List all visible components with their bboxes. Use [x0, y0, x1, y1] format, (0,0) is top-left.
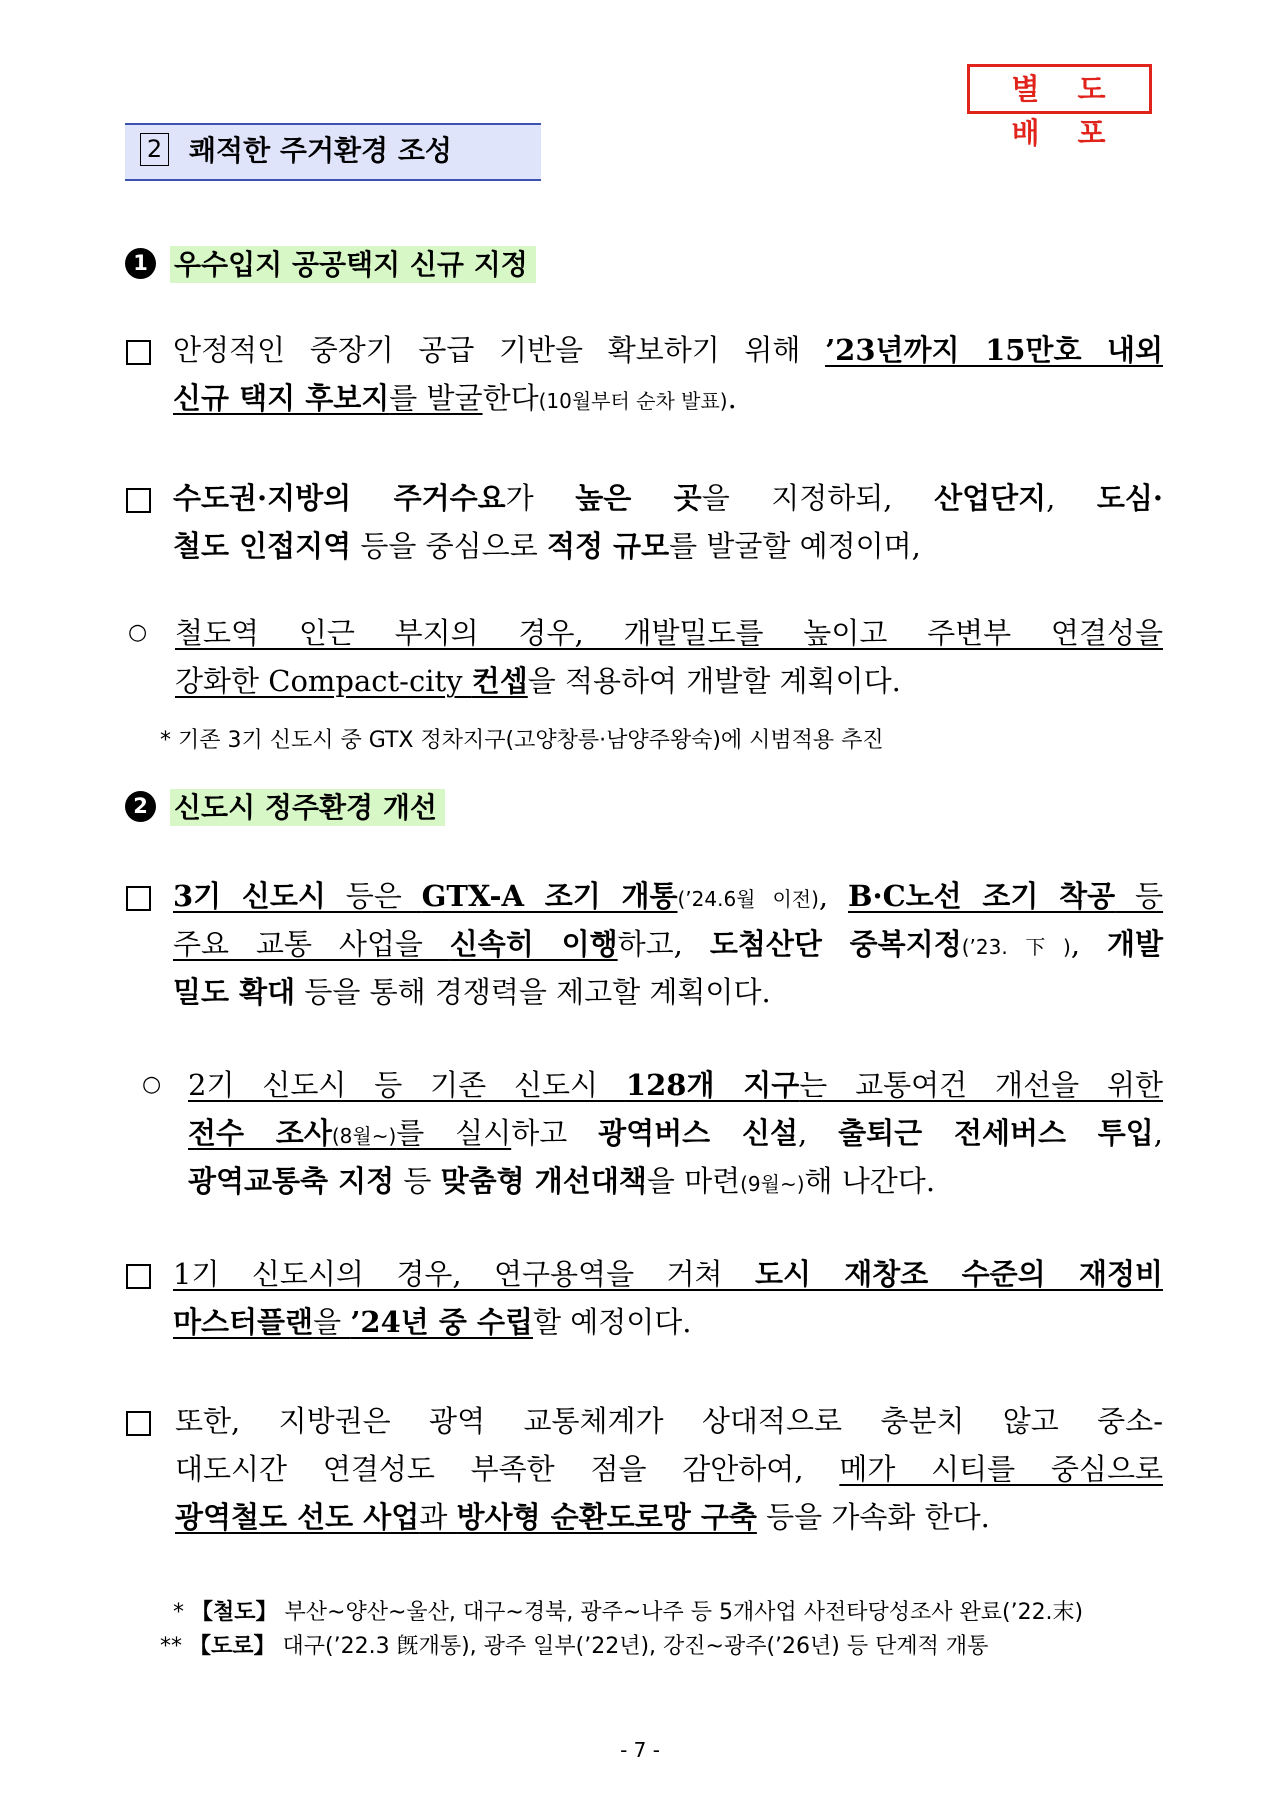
text: 또한, 지방권은 광역 교통체계가 상대적으로 충분치 않고 중소-	[175, 1404, 1163, 1438]
paragraph-4-line-3	[173, 968, 1163, 1016]
text: 을 마련	[646, 1164, 741, 1198]
paragraph-6-line-2	[173, 1298, 1163, 1346]
text-underlined: GTX-A 조기 개통	[421, 879, 678, 913]
text-underlined: 를 실시	[396, 1116, 512, 1150]
circle-bullet: ○	[128, 620, 148, 645]
text-underlined: 등	[1115, 879, 1164, 913]
text-bold: 적정 규모	[546, 529, 670, 563]
text-underlined: 마스터플랜	[173, 1305, 314, 1339]
text-bold: 철도 인접지역	[173, 529, 352, 563]
heading-1	[125, 245, 536, 285]
note-tag: 【철도】	[191, 1600, 278, 1625]
text-underlined: 광역철도 선도 사업	[175, 1500, 420, 1534]
text-underlined: 주요 교통 사업을	[173, 927, 450, 961]
text-bold: 높은 곳	[575, 481, 702, 515]
text-bold: 광역교통축 지정	[188, 1164, 395, 1198]
section-title: 쾌적한 주거환경 조성	[189, 134, 452, 167]
text: 안정적인 중장기 공급 기반을 확보하기 위해	[173, 333, 826, 367]
text: .	[727, 381, 737, 415]
text-underlined: 3기 신도시	[173, 879, 326, 913]
text: 등을 중심으로	[351, 529, 547, 563]
note-text: 부산~양산~울산, 대구~경북, 광주~나주 등 5개사업 사전타당성조사 완료(’22.末)	[277, 1600, 1084, 1625]
text: 등	[394, 1164, 441, 1198]
paragraph-3-line-2	[175, 657, 1163, 705]
heading-1-marker: 1	[125, 248, 156, 279]
note-marker: **	[160, 1634, 189, 1659]
text-underlined: 발굴	[426, 381, 483, 415]
text-bold: 산업단지	[934, 481, 1047, 515]
text-underlined: 컨셉	[471, 664, 528, 698]
text-underlined: 메가 시티를 중심으로	[839, 1452, 1163, 1486]
text-underlined: 방사형 순환도로망 구축	[456, 1500, 757, 1534]
paragraph-7-line-1	[175, 1397, 1163, 1445]
paragraph-5-line-2	[188, 1109, 1163, 1157]
paragraph-7-line-2	[175, 1445, 1163, 1493]
paragraph-3	[175, 609, 1163, 705]
text-underlined: 도시 재창조 수준의 재정비	[754, 1257, 1163, 1291]
heading-2-title: 신도시 정주환경 개선	[170, 789, 445, 826]
paragraph-6-line-1	[173, 1250, 1163, 1298]
text-bold: 출퇴근 전세버스 투입	[838, 1116, 1154, 1150]
paragraph-7-line-3	[175, 1493, 1163, 1541]
text: 하고	[511, 1116, 599, 1150]
text: ,	[1153, 1116, 1164, 1150]
text-underlined: 강화한 Compact-city	[175, 664, 472, 698]
paragraph-1-line-2	[173, 374, 1163, 422]
text: 등을 가속화 한다.	[756, 1500, 990, 1534]
circle-bullet: ○	[142, 1072, 162, 1097]
paragraph-6	[173, 1250, 1163, 1346]
checkbox-bullet	[126, 340, 151, 365]
section-number: 2	[140, 133, 169, 166]
paragraph-5	[188, 1061, 1163, 1205]
text: ,	[1070, 927, 1107, 961]
text: 등을 통해 경쟁력을 제고할 계획이다.	[295, 975, 771, 1009]
note-1: * 기존 3기 신도시 중 GTX 정차지구(고양창릉·남양주왕숙)에 시범적용 추진	[160, 728, 884, 753]
text: 을 적용하여 개발할 계획이다.	[527, 664, 901, 698]
paragraph-2-line-1	[173, 474, 1163, 522]
paragraph-4-line-1	[173, 872, 1163, 920]
text-underlined: ’23년까지 15만호 내외	[825, 333, 1163, 367]
note-2	[173, 1596, 1083, 1630]
text-small: (’24.6월 이전)	[677, 887, 819, 911]
note-3	[160, 1630, 988, 1664]
text: 한다	[482, 381, 539, 415]
text-underlined: 신규 택지 후보지	[173, 381, 390, 415]
text: 해 나간다.	[804, 1164, 936, 1198]
paragraph-5-line-1	[188, 1061, 1163, 1109]
paragraph-4-line-2	[173, 920, 1163, 968]
distribution-stamp: 별 도 배 포	[967, 64, 1152, 114]
section-header	[125, 123, 541, 181]
heading-2	[125, 788, 445, 828]
text-bold: 개발	[1106, 927, 1163, 961]
text: 할 예정이다.	[533, 1305, 692, 1339]
text: 대도시간 연결성도 부족한 점을 감안하여,	[175, 1452, 840, 1486]
text: ,	[1046, 481, 1097, 515]
text-small: (10월부터 순차 발표)	[538, 389, 728, 413]
text-bold: 수도권·지방의 주거수요	[173, 481, 506, 515]
text-small: (9월~)	[740, 1172, 805, 1196]
paragraph-3-line-1	[175, 609, 1163, 657]
text-bold: 도심·	[1096, 481, 1164, 515]
text-underlined: 는 교통여건 개선을 위한	[799, 1068, 1163, 1102]
text-underlined: 과	[419, 1500, 457, 1534]
note-marker: *	[173, 1600, 191, 1625]
checkbox-bullet	[126, 488, 151, 513]
text: 하고,	[617, 927, 710, 961]
checkbox-bullet	[126, 886, 151, 911]
text: ,	[798, 1116, 839, 1150]
text-bold: 맞춤형 개선대책	[440, 1164, 647, 1198]
text-bold: 광역버스 신설	[598, 1116, 798, 1150]
paragraph-2	[173, 474, 1163, 570]
text-underlined: 128개 지구	[625, 1068, 800, 1102]
page-number: - 7 -	[620, 1738, 660, 1762]
text-underlined: B·C노선 조기 착공	[847, 879, 1116, 913]
text-underlined: 1기 신도시의 경우, 연구용역을 거쳐	[173, 1257, 755, 1291]
text-underlined: 2기 신도시 등 기존 신도시	[188, 1068, 626, 1102]
paragraph-5-line-3	[188, 1157, 1163, 1205]
checkbox-bullet	[126, 1411, 151, 1436]
text-underlined: 을	[313, 1305, 351, 1339]
text: 를 발굴할 예정이며,	[669, 529, 921, 563]
text-underlined: 철도역 인근 부지의 경우, 개발밀도를 높이고 주변부 연결성을	[175, 616, 1163, 650]
text-bold: 밀도 확대	[173, 975, 296, 1009]
text-underlined: 를	[389, 381, 427, 415]
paragraph-4	[173, 872, 1163, 1016]
paragraph-2-line-2	[173, 522, 1163, 570]
paragraph-1-line-1	[173, 326, 1163, 374]
text-underlined: ’24년 중 수립	[350, 1305, 534, 1339]
text-small: (’23.下)	[961, 935, 1071, 959]
text: 을 지정하되,	[701, 481, 935, 515]
paragraph-1	[173, 326, 1163, 422]
heading-2-marker: 2	[125, 791, 156, 822]
text: 가	[505, 481, 576, 515]
checkbox-bullet	[126, 1264, 151, 1289]
note-text: 대구(’22.3 旣개통), 광주 일부(’22년), 강진~광주(’26년) 등 단계적 개통	[275, 1634, 989, 1659]
text-bold: 도첨산단 중복지정	[709, 927, 962, 961]
text-underlined: 신속히 이행	[449, 927, 618, 961]
text: ,	[818, 879, 848, 913]
text-underlined: (8월~)	[331, 1124, 397, 1148]
text-underlined: 등은	[325, 879, 422, 913]
heading-1-title: 우수입지 공공택지 신규 지정	[170, 246, 536, 283]
note-tag: 【도로】	[189, 1634, 276, 1659]
text-underlined: 전수 조사	[188, 1116, 332, 1150]
paragraph-7	[175, 1397, 1163, 1541]
